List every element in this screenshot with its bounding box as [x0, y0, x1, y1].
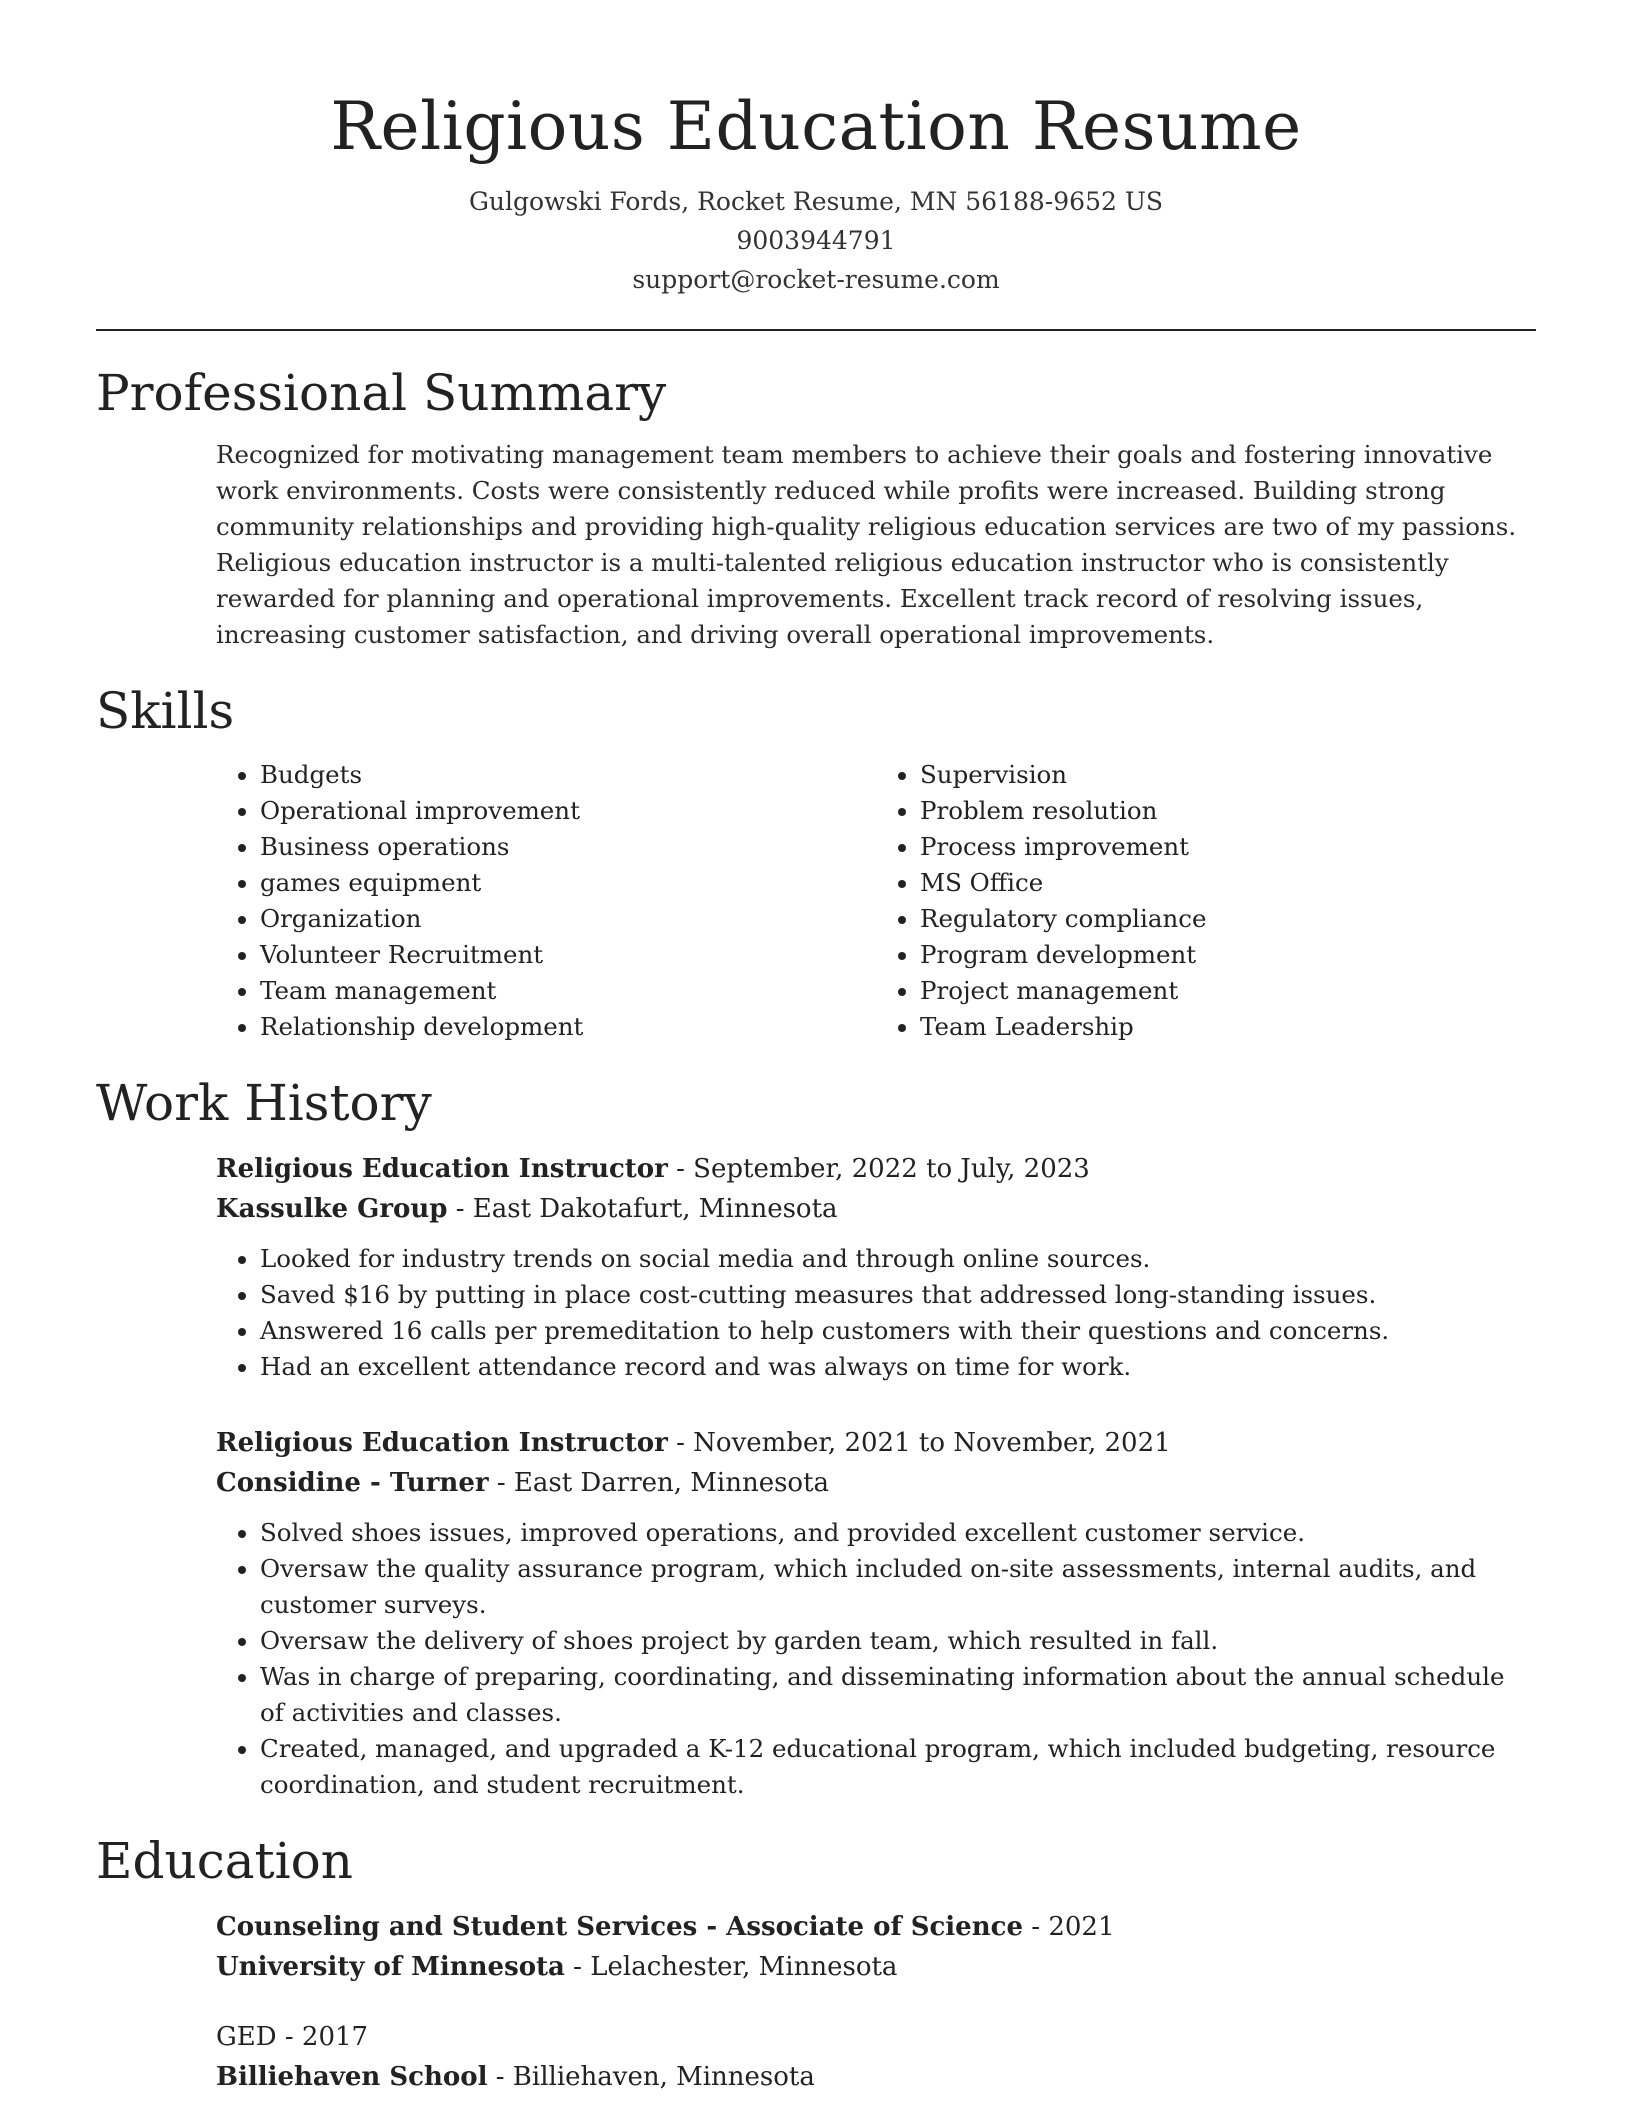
education-degree: Counseling and Student Services - Associate of Science [216, 1912, 1024, 1942]
job-bullet: • Oversaw the delivery of shoes project by garden team, which resulted in fall. [260, 1623, 1536, 1659]
education-degree-line [216, 1907, 1536, 1947]
skill-item: • Relationship development [260, 1009, 876, 1045]
skill-item: • Supervision [920, 757, 1536, 793]
education-location: - Billiehaven, Minnesota [487, 2062, 815, 2092]
education-school: University of Minnesota [216, 1952, 565, 1982]
skills-section [96, 679, 1536, 1045]
job-bullet: • Solved shoes issues, improved operations, and provided excellent customer service. [260, 1515, 1536, 1551]
contact-phone: 9003944791 [736, 226, 896, 255]
skill-item: • Regulatory compliance [920, 901, 1536, 937]
job-bullet: • Created, managed, and upgraded a K-12 educational program, which included budgeting, resource coordination, and student recruitment. [260, 1731, 1536, 1803]
job-entry [96, 1149, 1536, 1385]
skill-item: • Business operations [260, 829, 876, 865]
skills-list-right [876, 757, 1536, 1045]
resume-header [96, 0, 1536, 299]
skills-list-left [216, 757, 876, 1045]
skill-item: • Problem resolution [920, 793, 1536, 829]
education-school-line [216, 1947, 1536, 1987]
contact-email: support@rocket-resume.com [632, 265, 1000, 294]
work-history-heading: Work History [96, 1074, 432, 1132]
job-entry [96, 1423, 1536, 1803]
header-divider [96, 329, 1536, 331]
resume-title: Religious Education Resume [330, 88, 1302, 165]
job-bullet: • Saved $16 by putting in place cost-cutting measures that addressed long-standing issues. [260, 1277, 1536, 1313]
education-year: - 2017 [276, 2022, 369, 2052]
job-bullet: • Oversaw the quality assurance program, which included on-site assessments, internal audits, and customer surveys. [260, 1551, 1536, 1623]
job-dates: - November, 2021 to November, 2021 [667, 1428, 1171, 1458]
skill-item: • MS Office [920, 865, 1536, 901]
education-school: Billiehaven School [216, 2062, 488, 2092]
summary-section [96, 361, 1536, 653]
job-bullet: • Was in charge of preparing, coordinating, and disseminating information about the annual schedule of activities and classes. [260, 1659, 1536, 1731]
education-section [96, 1829, 1536, 2097]
education-heading: Education [96, 1832, 353, 1890]
skill-item: • games equipment [260, 865, 876, 901]
skill-item: • Volunteer Recruitment [260, 937, 876, 973]
education-year: - 2021 [1023, 1912, 1115, 1942]
job-company: Considine - Turner [216, 1468, 489, 1498]
job-bullet: • Looked for industry trends on social media and through online sources. [260, 1241, 1536, 1277]
skill-item: • Team Leadership [920, 1009, 1536, 1045]
skill-item: • Program development [920, 937, 1536, 973]
job-bullets [216, 1515, 1536, 1803]
education-school-line [216, 2057, 1536, 2097]
job-company-line [216, 1463, 1536, 1503]
skill-item: • Organization [260, 901, 876, 937]
education-entry [96, 1907, 1536, 1987]
skills-heading: Skills [96, 682, 235, 740]
job-title: Religious Education Instructor [216, 1154, 668, 1184]
skill-item: • Budgets [260, 757, 876, 793]
skill-item: • Project management [920, 973, 1536, 1009]
job-location: - East Darren, Minnesota [488, 1468, 830, 1498]
education-entry [96, 2017, 1536, 2097]
education-degree-line [216, 2017, 1536, 2057]
job-bullet: • Had an excellent attendance record and was always on time for work. [260, 1349, 1536, 1385]
work-history-section [96, 1071, 1536, 1803]
summary-heading: Professional Summary [96, 364, 667, 422]
contact-address: Gulgowski Fords, Rocket Resume, MN 56188-9652 US [468, 187, 1164, 216]
skill-item: • Team management [260, 973, 876, 1009]
education-location: - Lelachester, Minnesota [564, 1952, 898, 1982]
job-dates: - September, 2022 to July, 2023 [667, 1154, 1090, 1184]
job-company-line [216, 1189, 1536, 1229]
skills-columns [96, 757, 1536, 1045]
skill-item: • Process improvement [920, 829, 1536, 865]
education-degree: GED [216, 2022, 277, 2052]
job-title: Religious Education Instructor [216, 1428, 668, 1458]
job-location: - East Dakotafurt, Minnesota [447, 1194, 838, 1224]
summary-text: Recognized for motivating management team members to achieve their goals and fostering innovative work environments. Costs were consistently reduced while profits were increased. Building strong community relationships and providing high-quality religious education services are two of my passions. Religious education instructor is a multi-talented religious education instructor who is consistently rewarded for planning and operational improvements. Excellent track record of resolving issues, increasing customer satisfaction, and driving overall operational improvements. [216, 440, 1517, 649]
contact-block [96, 182, 1536, 299]
job-company: Kassulke Group [216, 1194, 448, 1224]
job-title-line [216, 1149, 1536, 1189]
job-bullets [216, 1241, 1536, 1385]
job-bullet: • Answered 16 calls per premeditation to help customers with their questions and concerns. [260, 1313, 1536, 1349]
job-title-line [216, 1423, 1536, 1463]
skill-item: • Operational improvement [260, 793, 876, 829]
